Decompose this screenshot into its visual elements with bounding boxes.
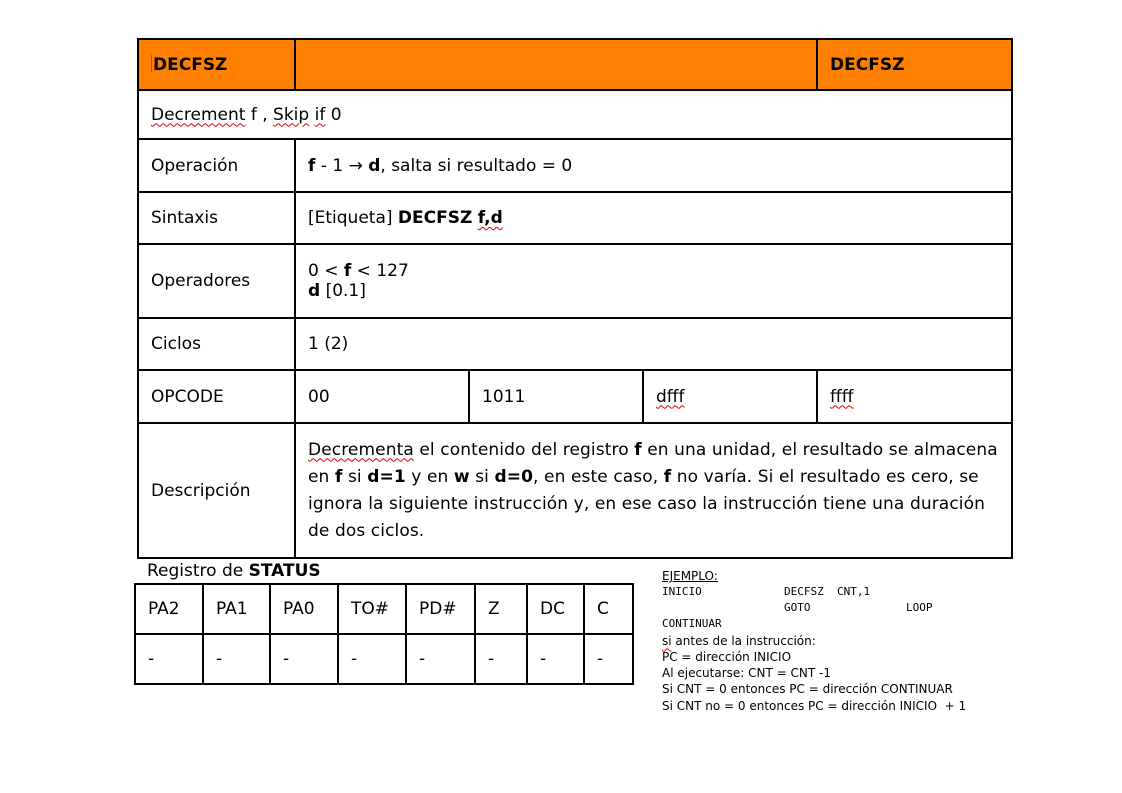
desc-d0: d=0 [494,466,534,487]
example-si: si [662,633,672,648]
sintaxis-row [138,192,1012,244]
desc-f2: f [334,466,343,487]
opcode-dfff: dfff [656,386,685,407]
op-d-range: [0.1] [320,281,366,301]
operadores-line1 [308,261,999,281]
example-l4b: antes de la instrucción: [671,633,816,648]
title-row [138,90,1012,139]
op-range-b: < 127 [351,261,409,281]
example-instr-goto: GOTO [784,601,811,615]
operacion-label: Operación [138,139,295,192]
opcode-row [138,370,1012,423]
status-bit-c: C [584,584,633,634]
header-row [138,39,1012,90]
op-range-f: f [343,261,352,281]
status-value-dc: - [527,634,584,684]
opcode-ffff: ffff [830,386,854,407]
title-if: if [314,104,326,125]
desc-w: w [453,466,470,487]
status-register-table [134,583,634,685]
ciclos-value: 1 (2) [295,318,1012,370]
example-line-6: Al ejecutarse: CNT = CNT -1 [662,666,831,681]
desc-f3: f [663,466,672,487]
operadores-line2 [308,281,999,301]
status-header-row [135,584,633,634]
syntax-prefix: [Etiqueta] [308,208,398,228]
desc-t6: , en este caso, [533,466,664,487]
text-cursor [151,55,152,72]
operacion-value [295,139,1012,192]
status-bit-z: Z [475,584,527,634]
status-bit-to: TO# [338,584,406,634]
header-mnemonic-left[interactable] [138,39,295,90]
example-line-8: Si CNT no = 0 entonces PC = dirección INICIO + 1 [662,698,967,713]
opcode-cell-2: 1011 [469,370,643,423]
example-title: EJEMPLO: [662,569,718,583]
status-value-pa2: - [135,634,203,684]
operadores-label: Operadores [138,244,295,318]
title-zero: 0 [330,104,342,125]
opcode-cell-4 [817,370,1012,423]
opcode-cell-3 [643,370,817,423]
status-value-c: - [584,634,633,684]
sintaxis-value [295,192,1012,244]
desc-t1: el contenido del registro [413,439,635,460]
example-line-7: Si CNT = 0 entonces PC = dirección CONTINUAR [662,682,953,697]
status-bit-pd: PD# [406,584,475,634]
header-mnemonic-right: DECFSZ [817,39,1012,90]
status-bit-pa0: PA0 [270,584,338,634]
status-value-row [135,634,633,684]
op-rest: , salta si resultado = 0 [380,155,573,176]
title-skip: Skip [273,104,310,125]
status-bit-pa2: PA2 [135,584,203,634]
instruction-title [138,90,1012,139]
op-f: f [308,155,316,176]
op-range-a: 0 < [308,261,344,281]
desc-t5: si [469,466,495,487]
header-left-text: DECFSZ [153,54,228,75]
syntax-mnemonic: DECFSZ [397,208,473,228]
example-line-5: PC = dirección INICIO [662,649,792,664]
desc-t2: en una unidad, el resultado se almacena en [308,439,998,487]
example-line-goto [662,600,966,616]
example-line-4 [662,633,966,649]
example-instr-decfsz: DECFSZ CNT,1 [784,585,871,599]
header-blank [295,39,817,90]
opcode-cell-1: 00 [295,370,469,423]
desc-t4: y en [405,466,454,487]
example-label-inicio: INICIO [662,585,702,599]
operacion-row [138,139,1012,192]
descripcion-value [295,423,1012,558]
status-value-to: - [338,634,406,684]
status-bit-dc: DC [527,584,584,634]
op-d: d [368,155,381,176]
desc-t7: no varía. Si el resultado es cero, se ignora la siguiente instrucción y, en ese caso la instrucción tiene una duración de dos ciclos. [308,466,985,541]
title-decrement: Decrement [151,104,246,125]
operadores-row [138,244,1012,318]
example-line-inicio [662,584,966,600]
status-title [147,561,321,581]
operadores-value [295,244,1012,318]
status-value-pa0: - [270,634,338,684]
status-value-z: - [475,634,527,684]
status-title-prefix: Registro de [147,561,249,581]
ciclos-label: Ciclos [138,318,295,370]
example-label-loop: LOOP [906,601,933,615]
desc-f1: f [634,439,642,460]
status-value-pa1: - [203,634,270,684]
op-d-bit: d [308,281,321,301]
desc-t3: si [342,466,368,487]
status-value-pd: - [406,634,475,684]
op-minus: - 1 → [315,155,369,176]
syntax-operands: f,d [477,208,503,228]
sintaxis-label: Sintaxis [138,192,295,244]
example-label-continuar: CONTINUAR [662,617,722,631]
descripcion-label: Descripción [138,423,295,558]
opcode-label: OPCODE [138,370,295,423]
desc-decrementa: Decrementa [308,439,414,460]
title-f: f , [250,104,268,125]
ciclos-row [138,318,1012,370]
instruction-table [137,38,1013,559]
example-block [662,568,966,714]
status-bit-pa1: PA1 [203,584,270,634]
status-title-bold: STATUS [248,561,321,581]
descripcion-row [138,423,1012,558]
desc-d1: d=1 [367,466,406,487]
